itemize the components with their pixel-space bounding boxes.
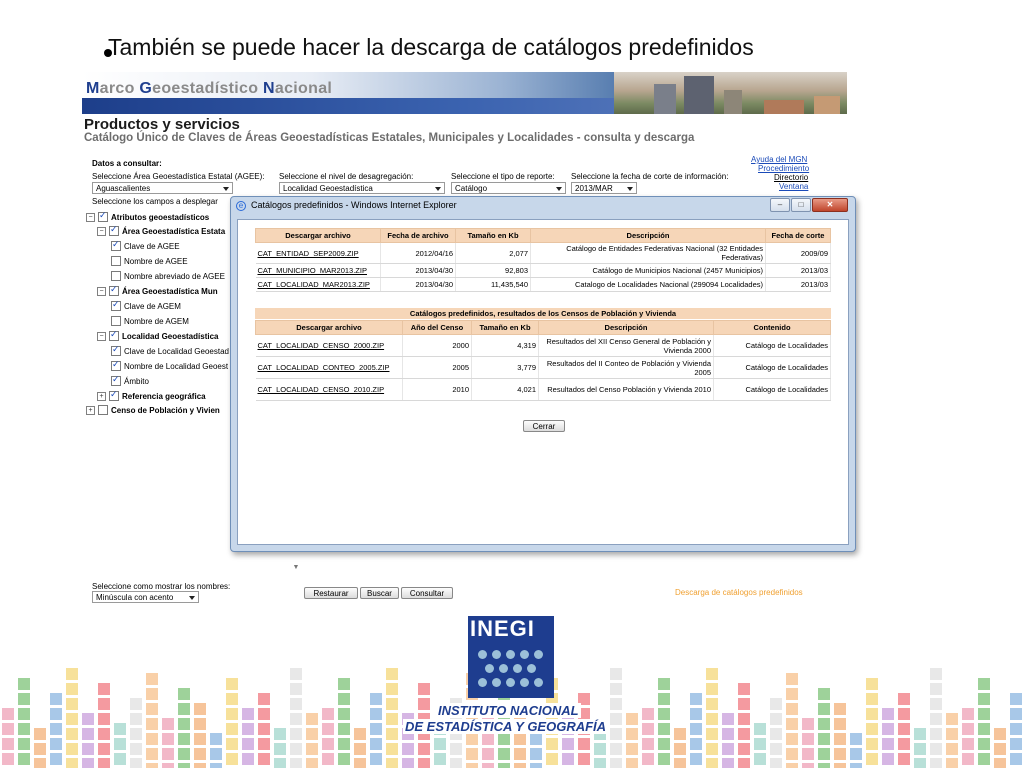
table-cell: 3,779: [472, 357, 539, 379]
chevron-down-icon: [223, 187, 229, 191]
column-header: Contenido: [714, 321, 831, 335]
tree-item-clave-agem[interactable]: [111, 299, 181, 313]
tree-item-referencia[interactable]: [97, 389, 206, 403]
footer-bar: [722, 713, 734, 768]
banner-title: Marco Geoestadístico Nacional: [86, 80, 333, 97]
expand-toggle[interactable]: +: [86, 406, 95, 415]
buscar-button[interactable]: Buscar: [360, 587, 399, 599]
footer-bar: [114, 723, 126, 768]
checkbox[interactable]: [109, 391, 119, 401]
tree-item-censo[interactable]: [86, 403, 220, 417]
footer-bar: [594, 728, 606, 768]
footer-bar: [210, 733, 222, 768]
table-cell: Catálogo de Localidades: [714, 379, 831, 401]
tree-item-atributos[interactable]: [86, 210, 209, 224]
table-cell: 2,077: [456, 243, 531, 264]
directorio-link[interactable]: Directorio: [774, 173, 809, 182]
page-subheading: Catálogo Único de Claves de Áreas Geoestadísticas Estatales, Municipales y Localidades - consulta y descarga: [84, 132, 695, 144]
nivel-value: Localidad Geoestadística: [283, 184, 373, 193]
column-header: Descripción: [539, 321, 714, 335]
table-row: [256, 357, 831, 379]
logo-line2: DE ESTADÍSTICA Y GEOGRAFÍA: [405, 719, 607, 734]
column-header: Fecha de archivo: [381, 229, 456, 243]
footer-bar: [706, 668, 718, 768]
tree-item-localidad[interactable]: [97, 329, 218, 343]
tree-label: Nombre de AGEM: [124, 316, 189, 326]
tree-item-clave-localidad[interactable]: [111, 344, 229, 358]
tree-label: Clave de Localidad Geoestad: [124, 346, 229, 356]
page-heading: Productos y servicios: [84, 116, 240, 133]
table-header-row: [256, 321, 831, 335]
mostrar-value: Minúscula con acento: [96, 593, 174, 602]
expand-toggle[interactable]: +: [97, 392, 106, 401]
tree-item-abreviado-agee[interactable]: [111, 269, 225, 283]
table-row: [256, 335, 831, 357]
footer-bar: [962, 708, 974, 768]
footer-bar: [242, 708, 254, 768]
tree-item-nombre-agem[interactable]: [111, 314, 189, 328]
mostrar-label: Seleccione como mostrar los nombres:: [92, 582, 231, 591]
table-cell: 2013/03: [766, 264, 831, 278]
chevron-down-icon: [435, 187, 441, 191]
reporte-value: Catálogo: [455, 184, 488, 193]
footer-bar: [146, 673, 158, 768]
footer-bar: [2, 708, 14, 768]
agee-label: Seleccione Área Geoestadística Estatal (AGEE):: [92, 172, 265, 181]
checkbox[interactable]: [111, 241, 121, 251]
table-header-row: [256, 229, 831, 243]
download-link[interactable]: CAT_LOCALIDAD_CENSO_2010.ZIP: [256, 379, 403, 401]
maximize-button[interactable]: □: [791, 198, 811, 212]
footer-bar: [818, 688, 830, 768]
footer-bar: [770, 698, 782, 768]
table-cell: 4,319: [472, 335, 539, 357]
tree-item-ambito[interactable]: [111, 374, 149, 388]
footer-bar: [802, 718, 814, 768]
tree-label: Nombre de Localidad Geoest: [124, 361, 229, 371]
checkbox[interactable]: [109, 286, 119, 296]
agee-value: Aguascalientes: [96, 184, 151, 193]
footer-bar: [370, 693, 382, 768]
consultar-button[interactable]: Consultar: [401, 587, 453, 599]
ayuda-link[interactable]: Ayuda del MGN: [751, 155, 808, 164]
chevron-down-icon: [556, 187, 562, 191]
footer-bar: [738, 683, 750, 768]
footer-bar: [754, 723, 766, 768]
tree-label: Área Geoestadística Mun: [122, 286, 218, 296]
cerrar-button[interactable]: Cerrar: [523, 420, 565, 432]
ventana-link[interactable]: Ventana: [779, 182, 809, 191]
footer-bar: [834, 703, 846, 768]
table-row: [256, 278, 831, 292]
footer-bar: [98, 683, 110, 768]
reporte-select[interactable]: [451, 182, 566, 194]
footer-bar: [258, 693, 270, 768]
footer-bar: [930, 668, 942, 768]
footer-bar: [674, 728, 686, 768]
fecha-label: Seleccione la fecha de corte de información:: [571, 172, 729, 181]
column-header: Año del Censo: [403, 321, 472, 335]
table-cell: 2013/04/30: [381, 278, 456, 292]
tree-item-agem[interactable]: [97, 284, 218, 298]
tree-label: Ámbito: [124, 376, 149, 386]
checkbox[interactable]: [98, 405, 108, 415]
footer-bar: [66, 668, 78, 768]
mostrar-select[interactable]: [92, 591, 199, 603]
agee-select[interactable]: [92, 182, 233, 194]
chevron-down-icon: [627, 187, 633, 191]
footer-bar: [82, 713, 94, 768]
fecha-value: 2013/MAR: [575, 184, 613, 193]
tree-label: Atributos geoestadísticos: [111, 212, 210, 222]
table-cell: 11,435,540: [456, 278, 531, 292]
column-header: Descargar archivo: [256, 321, 403, 335]
table-cell: Catálogo de Municipios Nacional (2457 Municipios): [531, 264, 766, 278]
table-cell: 2005: [403, 357, 472, 379]
checkbox[interactable]: [98, 212, 108, 222]
reporte-label: Seleccione el tipo de reporte:: [451, 172, 555, 181]
tree-label: Clave de AGEM: [124, 301, 181, 311]
censos-caption: Catálogos predefinidos, resultados de los Censos de Población y Vivienda: [255, 308, 831, 319]
tree-label: Censo de Población y Vivien: [111, 405, 220, 415]
table-cell: Catálogo de Localidades: [714, 335, 831, 357]
tree-item-clave-agee[interactable]: [111, 239, 180, 253]
checkbox[interactable]: [111, 376, 121, 386]
table-row: [256, 264, 831, 278]
collapse-toggle[interactable]: −: [97, 227, 106, 236]
campos-label: Seleccione los campos a desplegar: [92, 197, 218, 206]
checkbox[interactable]: [111, 301, 121, 311]
tree-label: Área Geoestadística Estata: [122, 226, 226, 236]
checkbox[interactable]: [111, 316, 121, 326]
download-link[interactable]: CAT_LOCALIDAD_CONTEO_2005.ZIP: [256, 357, 403, 379]
footer-bar: [178, 688, 190, 768]
logo-name: INEGI: [470, 616, 535, 641]
column-header: Tamaño en Kb: [456, 229, 531, 243]
download-link[interactable]: CAT_ENTIDAD_SEP2009.ZIP: [256, 243, 381, 264]
checkbox[interactable]: [109, 226, 119, 236]
column-header: Fecha de corte: [766, 229, 831, 243]
footer-bar: [530, 733, 542, 768]
column-header: Descripción: [531, 229, 766, 243]
footer-bar: [162, 718, 174, 768]
table-cell: 92,803: [456, 264, 531, 278]
table-cell: Resultados del Censo Población y Vivienda 2010: [539, 379, 714, 401]
footer-bar: [882, 708, 894, 768]
tree-item-agee[interactable]: [97, 224, 225, 238]
table-cell: Resultados del XII Censo General de Población y Vivienda 2000: [539, 335, 714, 357]
footer-bar: [50, 693, 62, 768]
checkbox[interactable]: [111, 361, 121, 371]
checkbox[interactable]: [111, 346, 121, 356]
footer-bar: [322, 708, 334, 768]
table-row: [256, 243, 831, 264]
footer-bar: [34, 728, 46, 768]
footer-bar: [610, 668, 622, 768]
table-cell: 2009/09: [766, 243, 831, 264]
table-cell: Resultados del II Conteo de Población y Vivienda 2005: [539, 357, 714, 379]
close-button[interactable]: ✕: [812, 198, 848, 212]
datos-label: Datos a consultar:: [92, 159, 162, 168]
collapse-toggle[interactable]: −: [97, 287, 106, 296]
footer-bar: [946, 713, 958, 768]
tree-label: Clave de AGEE: [124, 241, 180, 251]
collapse-toggle[interactable]: −: [86, 213, 95, 222]
footer-bar: [690, 693, 702, 768]
column-header: Descargar archivo: [256, 229, 381, 243]
footer-bar: [626, 713, 638, 768]
footer-bar: [274, 728, 286, 768]
catalogos-table: [255, 228, 831, 292]
footer-bar: [850, 733, 862, 768]
footer-bar: [786, 673, 798, 768]
footer-bar: [338, 678, 350, 768]
descarga-link[interactable]: Descarga de catálogos predefinidos: [675, 588, 803, 597]
censos-table: [255, 320, 831, 401]
tree-item-nombre-localidad[interactable]: [111, 359, 228, 373]
download-link[interactable]: CAT_LOCALIDAD_CENSO_2000.ZIP: [256, 335, 403, 357]
tree-label: Referencia geográfica: [122, 391, 206, 401]
logo-line1: INSTITUTO NACIONAL: [438, 703, 579, 718]
popup-titlebar[interactable]: [231, 197, 855, 215]
chevron-down-icon: [189, 596, 195, 600]
slide-title: También se puede hacer la descarga de catálogos predefinidos: [108, 34, 754, 60]
ie-icon: e: [236, 201, 246, 211]
tree-label: Nombre abreviado de AGEE: [124, 271, 225, 281]
footer-bar: [194, 703, 206, 768]
table-cell: 2010: [403, 379, 472, 401]
table-cell: 2013/03: [766, 278, 831, 292]
footer-bar: [130, 698, 142, 768]
checkbox[interactable]: [111, 256, 121, 266]
column-header: Tamaño en Kb: [472, 321, 539, 335]
footer-bar: [386, 668, 398, 768]
nivel-select[interactable]: [279, 182, 445, 194]
collapse-toggle[interactable]: −: [97, 332, 106, 341]
table-cell: Catálogo de Localidades: [714, 357, 831, 379]
table-cell: 2000: [403, 335, 472, 357]
nivel-label: Seleccione el nivel de desagregación:: [279, 172, 414, 181]
table-cell: Catalogo de Localidades Nacional (299094 Localidades): [531, 278, 766, 292]
checkbox[interactable]: [111, 271, 121, 281]
minimize-button[interactable]: –: [770, 198, 790, 212]
footer-bar: [994, 728, 1006, 768]
procedimiento-link[interactable]: Procedimiento: [758, 164, 810, 173]
table-cell: 4,021: [472, 379, 539, 401]
table-row: [256, 379, 831, 401]
tree-item-nombre-agee[interactable]: [111, 254, 188, 268]
footer-bar: [290, 668, 302, 768]
footer-bar: [658, 678, 670, 768]
scroll-down-arrow[interactable]: ▼: [292, 564, 300, 571]
footer-bar: [354, 728, 366, 768]
footer-bar: [18, 678, 30, 768]
footer-bar: [898, 693, 910, 768]
footer-bar: [978, 678, 990, 768]
catalogos-popup-window: [230, 196, 856, 552]
tree-label: Localidad Geoestadística: [122, 331, 219, 341]
download-link[interactable]: CAT_LOCALIDAD_MAR2013.ZIP: [256, 278, 381, 292]
table-cell: Catálogo de Entidades Federativas Nacional (32 Entidades Federativas): [531, 243, 766, 264]
footer-bar: [306, 713, 318, 768]
download-link[interactable]: CAT_MUNICIPIO_MAR2013.ZIP: [256, 264, 381, 278]
footer-bar: [642, 708, 654, 768]
footer-bar: [1010, 693, 1022, 768]
table-cell: 2012/04/16: [381, 243, 456, 264]
footer-bar: [866, 678, 878, 768]
checkbox[interactable]: [109, 331, 119, 341]
table-cell: 2013/04/30: [381, 264, 456, 278]
restaurar-button[interactable]: Restaurar: [304, 587, 358, 599]
popup-body: [237, 219, 849, 545]
popup-title: Catálogos predefinidos - Windows Internet Explorer: [251, 200, 457, 210]
banner-photo: [614, 72, 847, 114]
tree-label: Nombre de AGEE: [124, 256, 188, 266]
fecha-select[interactable]: [571, 182, 637, 194]
footer-bar: [226, 678, 238, 768]
footer-bar: [914, 728, 926, 768]
